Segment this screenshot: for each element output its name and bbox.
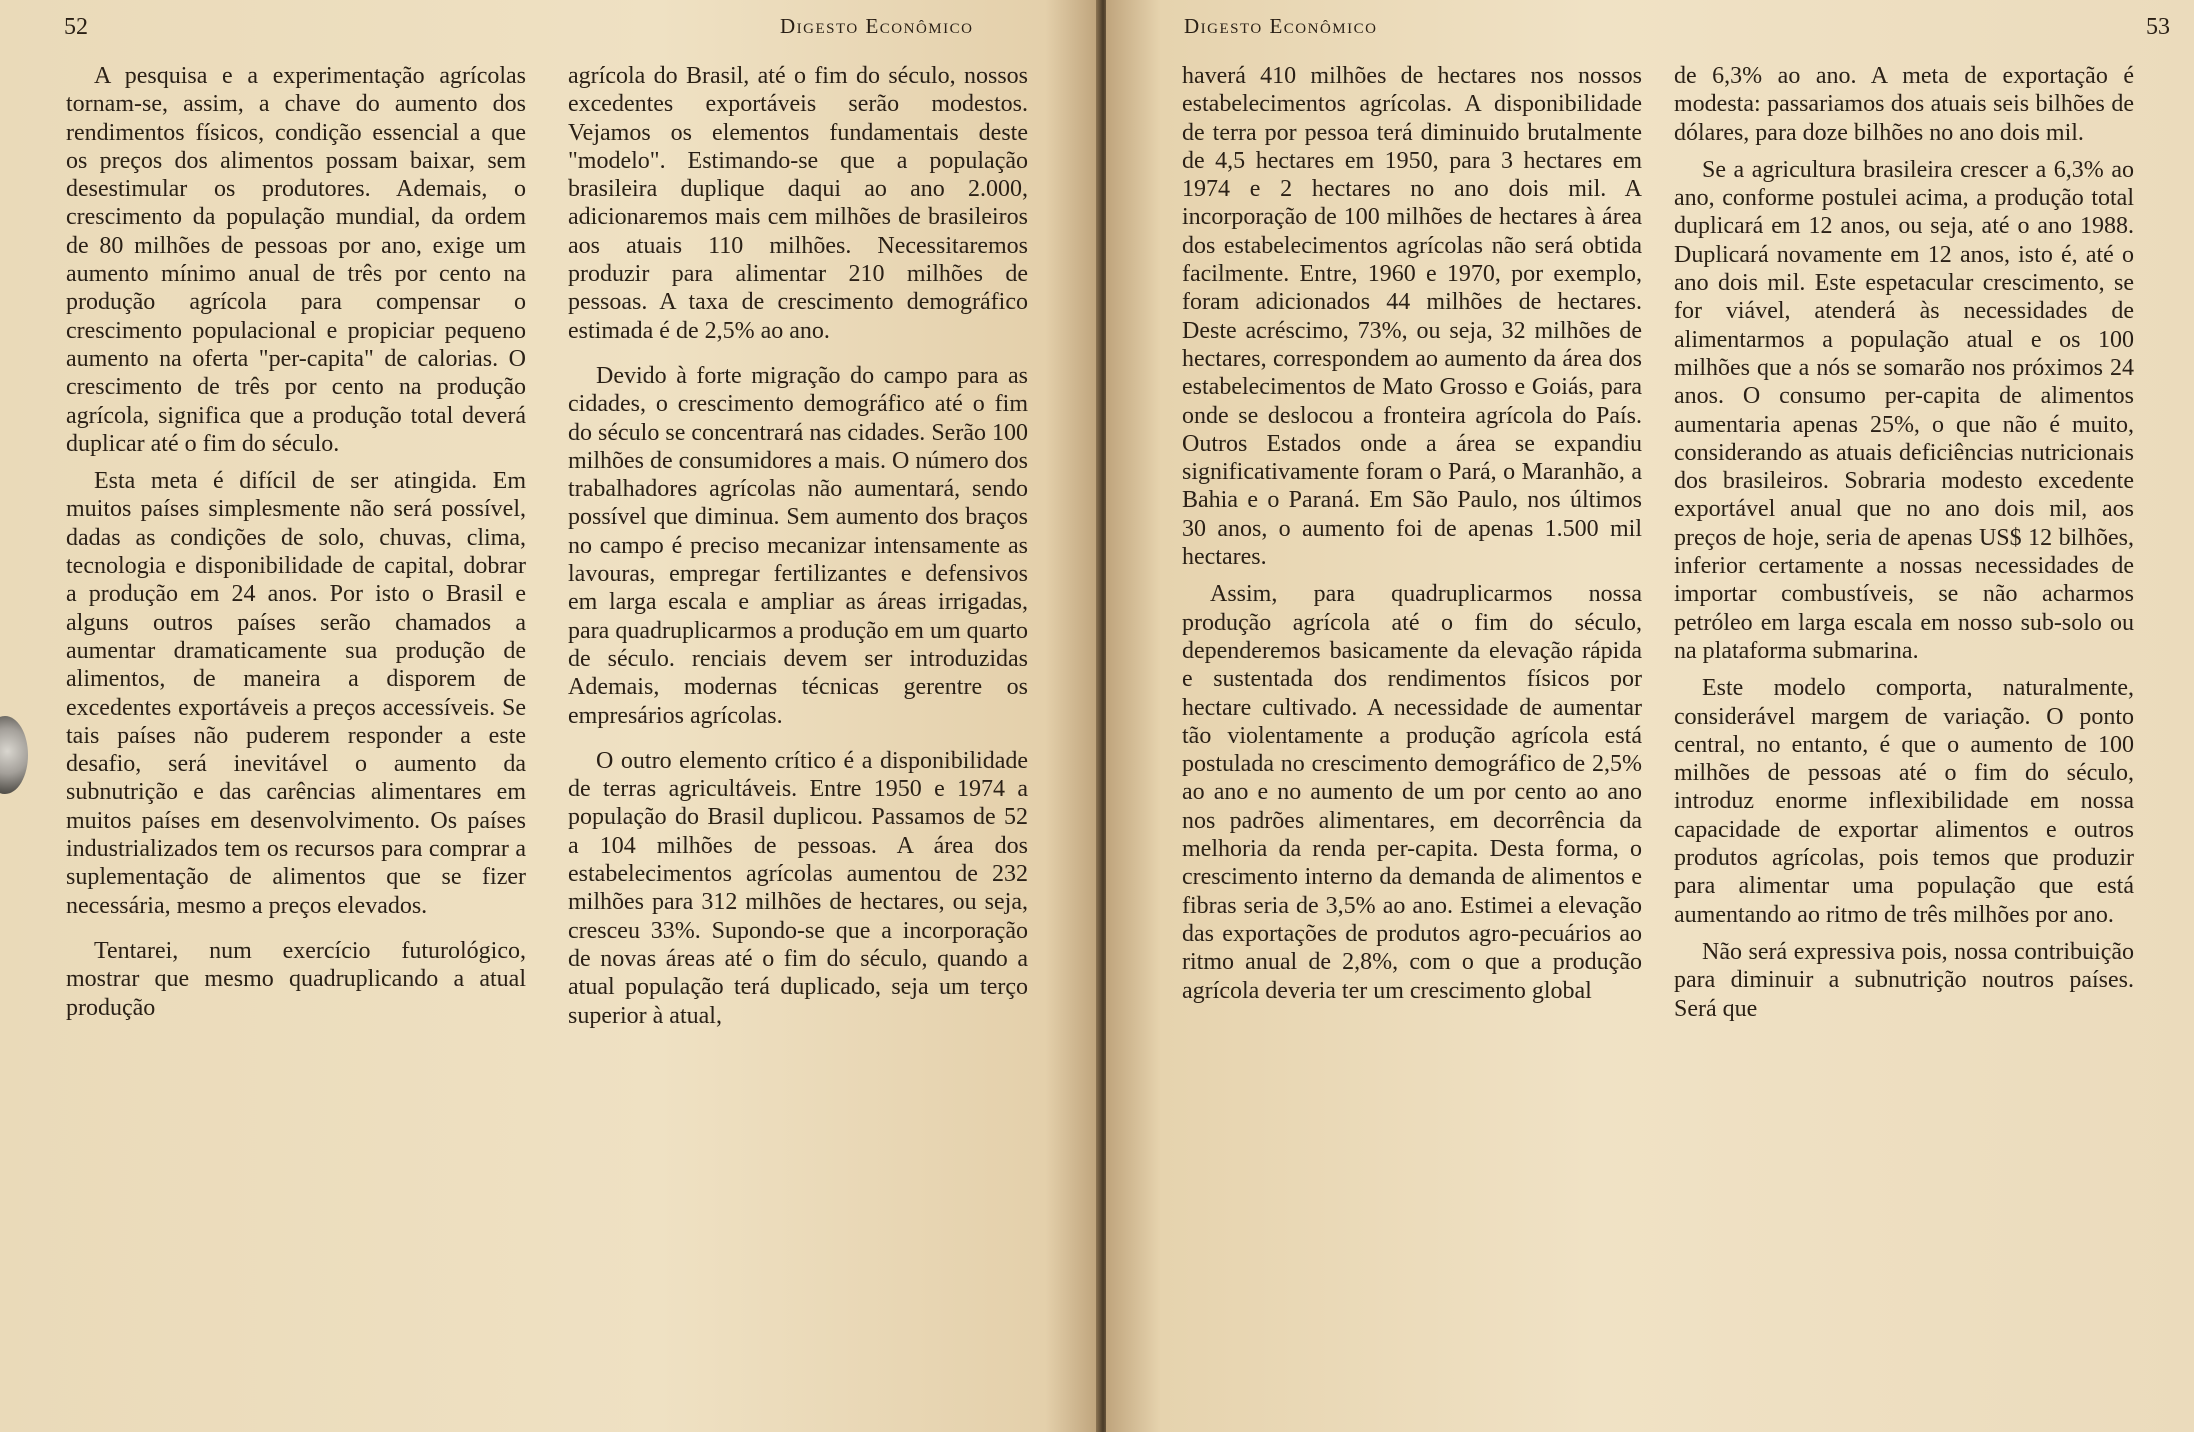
paragraph: Este modelo comporta, naturalmente, considerável margem de variação. O ponto central, no entanto, é que o aumento de 100 milhões de pessoas até o fim do século, introduz enorme inflexibilidade em nossa capacidade de exportar alimentos e outros produtos agrícolas, pois temos que produzir para alimentar uma população que está aumentando ao ritmo de três milhões por ano. bbox=[1674, 675, 2134, 928]
paragraph: Se a agricultura brasileira crescer a 6,3% ao ano, conforme postulei acima, a produção total duplicará em 12 anos, ou seja, até o ano 1988. Duplicará novamente em 12 anos, isto é, até o ano dois mil. Este espetacular crescimento, se for viável, atenderá às necessidades de alimentarmos a população atual e os 100 milhões que a nós se somarão nos próximos 24 anos. O consumo per-capita de alimentos aumentaria apenas 25%, o que não é muito, considerando as atuais deficiências nutricionais dos brasileiros. Sobraria modesto excedente exportável anual que no ano dois mil, aos preços de hoje, seria de apenas US$ 12 bilhões, inferior certamente a nossas necessidades de importar combustíveis, se não acharmos petróleo em larga escala em nosso sub-solo ou na plataforma submarina. bbox=[1674, 156, 2134, 664]
running-head: Digesto Econômico bbox=[780, 14, 974, 38]
text-column-1 bbox=[1182, 62, 1642, 1005]
running-head: Digesto Econômico bbox=[1184, 14, 1378, 38]
paragraph: Esta meta é difícil de ser atingida. Em muitos países simplesmente não será possível, dadas as condições de solo, chuvas, clima, tecnologia e disponibilidade de capital, dobrar a produção em 24 anos. Por isto o Brasil e alguns outros países serão chamados a aumentar dramaticamente sua produção de alimentos, de maneira a disporem de excedentes exportáveis a preços accessíveis. Se tais países não puderem responder a este desafio, será inevitável o aumento da subnutrição e das carências alimentares em muitos países em desenvolvimento. Os países industrializados tem os recursos para comprar a suplementação de alimentos que se fizer necessária, mesmo a preços elevados. bbox=[66, 468, 526, 919]
paragraph: Tentarei, num exercício futurológico, mostrar que mesmo quadruplicando a atual produção bbox=[66, 937, 526, 1021]
paragraph: Devido à forte migração do campo para as cidades, o crescimento demográfico até o fim do século se concentrará nas cidades. Serão 100 milhões de consumidores a mais. O número dos trabalhadores agrícolas não aumentará, sendo possível que diminua. Sem aumento dos braços no campo é preciso mecanizar intensamente as lavouras, empregar fertilizantes e defensivos em larga escala e ampliar as áreas irrigadas, para quadruplicarmos a produção em um quarto de século. renciais devem ser introduzidas Ademais, modernas técnicas gerentre os empresários agrícolas. bbox=[568, 362, 1028, 729]
text-column-2 bbox=[1674, 62, 2134, 1023]
binding-hole bbox=[0, 716, 28, 794]
paragraph: haverá 410 milhões de hectares nos nossos estabelecimentos agrícolas. A disponibilidade de terra por pessoa terá diminuido brutalmente de 4,5 hectares em 1950, para 3 hectares em 1974 e 2 hectares no ano dois mil. A incorporação de 100 milhões de hectares à área dos estabelecimentos agrícolas não será obtida facilmente. Entre, 1960 e 1970, por exemplo, foram adicionados 44 milhões de hectares. Deste acréscimo, 73%, ou seja, 32 milhões de hectares, correspondem ao aumento da área dos estabelecimentos de Mato Grosso e Goiás, para onde se deslocou a fronteira agrícola do País. Outros Estados onde a área se expandiu significativamente foram o Pará, o Maranhão, a Bahia e o Paraná. Em São Paulo, nos últimos 30 anos, o aumento foi de apenas 1.500 mil hectares. bbox=[1182, 63, 1642, 571]
text-column-1 bbox=[66, 62, 526, 1022]
paragraph: agrícola do Brasil, até o fim do século, nossos excedentes exportáveis serão modestos. Vejamos os elementos fundamentais deste "modelo". Estimando-se que a população brasileira duplique daqui ao ano 2.000, adicionaremos mais cem milhões de brasileiros aos atuais 110 milhões. Necessitaremos produzir para alimentar 210 milhões de pessoas. A taxa de crescimento demográfico estimada é de 2,5% ao ano. bbox=[568, 63, 1028, 344]
page-number: 53 bbox=[2146, 14, 2170, 40]
paragraph: Não será expressiva pois, nossa contribuição para diminuir a subnutrição noutros países. Será que bbox=[1674, 938, 2134, 1022]
text-column-2 bbox=[568, 62, 1028, 1030]
paragraph: O outro elemento crítico é a disponibilidade de terras agricultáveis. Entre 1950 e 1974 a população do Brasil duplicou. Passamos de 52 a 104 milhões de pessoas. A área dos estabelecimentos agrícolas aumentou de 232 milhões para 312 milhões de hectares, ou seja, cresceu 33%. Supondo-se que a incorporação de novas áreas até o fim do século, quando a atual população terá duplicado, seja um terço superior à atual, bbox=[568, 747, 1028, 1029]
paragraph: A pesquisa e a experimentação agrícolas tornam-se, assim, a chave do aumento dos rendimentos físicos, condição essencial a que os preços dos alimentos possam baixar, sem desestimular os produtores. Ademais, o crescimento da população mundial, da ordem de 80 milhões de pessoas por ano, exige um aumento mínimo anual de três por cento na produção agrícola para compensar o crescimento populacional e propiciar pequeno aumento na oferta "per-capita" de calorias. O crescimento de três por cento na produção agrícola, significa que a produção total deverá duplicar até o fim do século. bbox=[66, 63, 526, 457]
paragraph: Assim, para quadruplicarmos nossa produção agrícola até o fim do século, dependeremos basicamente da elevação rápida e sustentada dos rendimentos físicos por hectare cultivado. A necessidade de aumentar tão violentamente a produção agrícola está postulada no crescimento demográfico de 2,5% ao ano e no aumento de um por cento ao ano nos padrões alimentares, em decorrência da melhoria da renda per-capita. Desta forma, o crescimento interno da demanda de alimentos e fibras seria de 3,5% ao ano. Estimei a elevação das exportações de produtos agro-pecuários ao ritmo anual de 2,8%, com o que a produção agrícola deveria ter um crescimento global bbox=[1182, 581, 1642, 1004]
paragraph: de 6,3% ao ano. A meta de exportação é modesta: passariamos dos atuais seis bilhões de dólares, para doze bilhões no ano dois mil. bbox=[1674, 63, 2134, 146]
page-number: 52 bbox=[64, 14, 88, 40]
right-page bbox=[1106, 0, 2194, 1432]
